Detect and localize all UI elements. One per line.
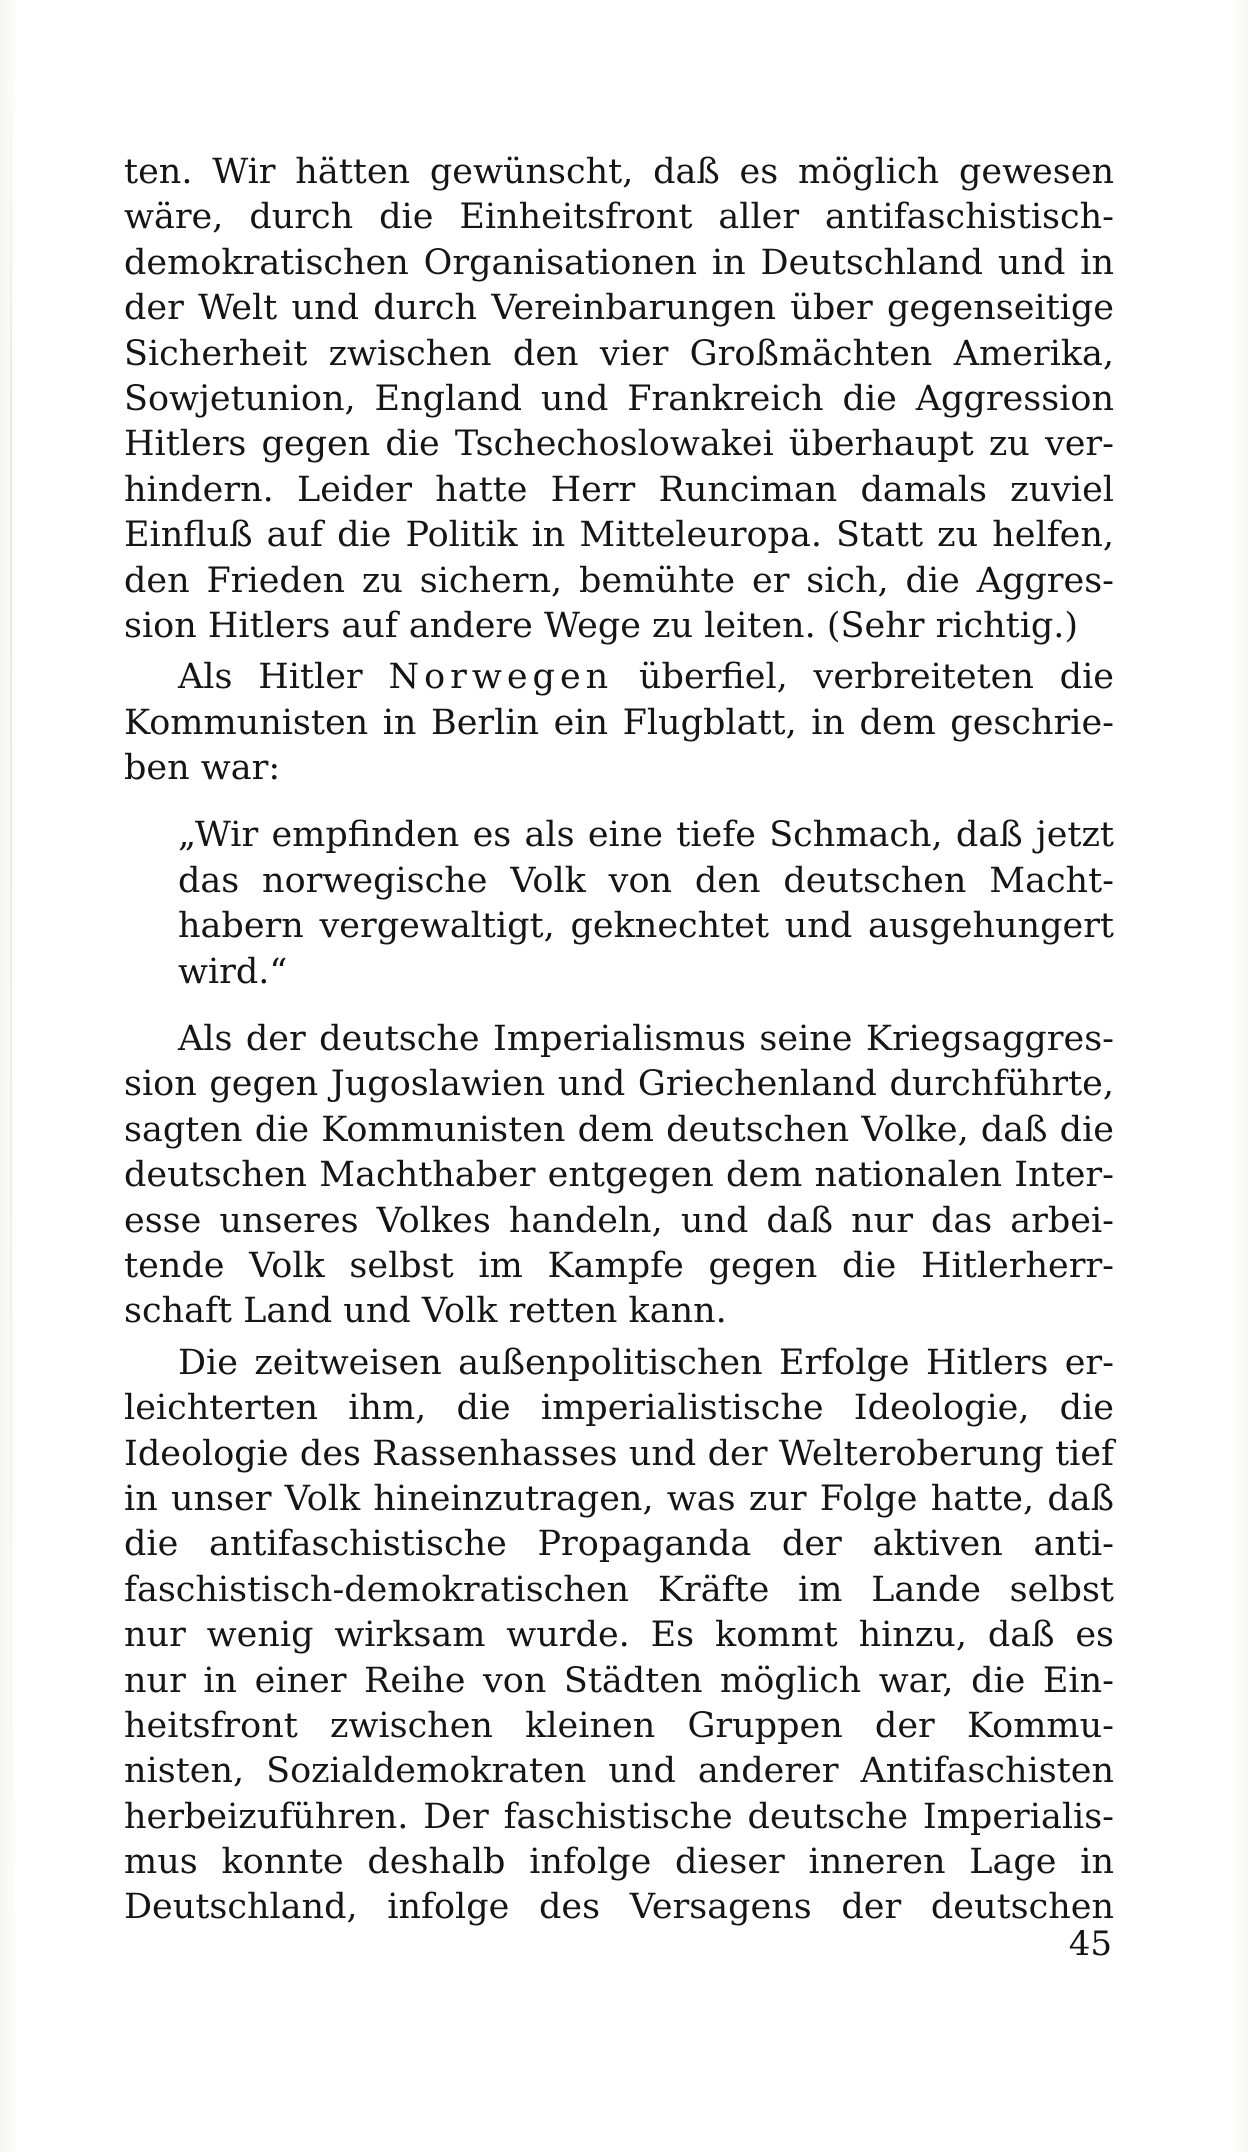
text-line: schaft Land und Volk retten kann. (124, 1291, 727, 1332)
text-line: Sowjetunion, England und Frankreich die Aggression (124, 378, 1114, 419)
text-line: den Frieden zu sichern, bemühte er sich, die Aggres- (124, 560, 1114, 601)
text-line: Kommunisten in Berlin ein Flugblatt, in dem geschrie- (124, 702, 1114, 743)
text-line: tende Volk selbst im Kampfe gegen die Hitlerherr- (124, 1245, 1114, 1286)
text-line: sion gegen Jugoslawien und Griechenland durchführte, (124, 1064, 1114, 1105)
text-line: der Welt und durch Vereinbarungen über gegenseitige (124, 288, 1114, 329)
body-text (124, 150, 1114, 1931)
quote-line: „Wir empfinden es als eine tiefe Schmach, daß jetzt (178, 815, 1114, 856)
block-quote (124, 813, 1114, 995)
text-line: mus konnte deshalb infolge dieser inneren Lage in (124, 1842, 1114, 1883)
text-line: nisten, Sozialdemokraten und anderer Antifaschisten (124, 1751, 1114, 1792)
text-line: deutschen Machthaber entgegen dem nationalen Inter- (124, 1155, 1114, 1196)
text-line: ten. Wir hätten gewünscht, daß es möglich gewesen (124, 152, 1114, 192)
page-edge-shadow (10, 60, 12, 1960)
paragraph-3 (124, 1017, 1114, 1335)
text-line: ben war: (124, 748, 281, 789)
paragraph-4 (124, 1341, 1114, 1931)
text-line: faschistisch-demokratischen Kräfte im Lande selbst (124, 1569, 1114, 1610)
text-line: sion Hitlers auf andere Wege zu leiten. (Sehr richtig.) (124, 605, 1079, 646)
text-line (124, 655, 1114, 700)
text-segment: Als Hitler (178, 657, 363, 698)
text-segment: überfiel, verbreiteten die (639, 657, 1114, 698)
quote-gap (124, 995, 1114, 1017)
quote-line: wird.“ (178, 951, 288, 992)
text-line: Ideologie des Rassenhasses und der Welteroberung tief (124, 1433, 1114, 1474)
text-line: in unser Volk hineinzutragen, was zur Folge hatte, daß (124, 1478, 1114, 1519)
text-line: leichterten ihm, die imperialistische Ideologie, die (124, 1388, 1114, 1429)
text-line: esse unseres Volkes handeln, und daß nur das arbei- (124, 1200, 1114, 1241)
text-line: Die zeitweisen außenpolitischen Erfolge Hitlers er- (178, 1342, 1114, 1383)
quote-line: habern vergewaltigt, geknechtet und ausgehungert (178, 906, 1114, 947)
text-line: Einfluß auf die Politik in Mitteleuropa. Statt zu helfen, (124, 515, 1114, 556)
text-line: demokratischen Organisationen in Deutschland und in (124, 242, 1114, 283)
text-line: Sicherheit zwischen den vier Großmächten Amerika, (124, 333, 1114, 374)
paragraph-2 (124, 655, 1114, 791)
text-line: nur wenig wirksam wurde. Es kommt hinzu, daß es (124, 1615, 1114, 1656)
text-line: herbeizuführen. Der faschistische deutsche Imperialis- (124, 1796, 1114, 1837)
quote-gap (124, 791, 1114, 813)
text-line: hindern. Leider hatte Herr Runciman damals zuviel (124, 469, 1114, 510)
text-line: die antifaschistische Propaganda der aktiven anti- (124, 1524, 1114, 1565)
text-line: Deutschland, infolge des Versagens der deutschen (124, 1887, 1114, 1928)
quote-line: das norwegische Volk von den deutschen Macht- (178, 860, 1114, 901)
text-line: Als der deutsche Imperialismus seine Kriegsaggres- (178, 1019, 1114, 1060)
text-line: wäre, durch die Einheitsfront aller antifaschistisch- (124, 197, 1114, 238)
emphasized-word: Norwegen (388, 657, 614, 698)
text-line: sagten die Kommunisten dem deutschen Volke, daß die (124, 1109, 1114, 1150)
paragraph-1 (124, 150, 1114, 649)
text-line: heitsfront zwischen kleinen Gruppen der Kommu- (124, 1705, 1114, 1746)
page-number: 45 (1068, 1924, 1112, 1964)
text-line: Hitlers gegen die Tschechoslowakei überhaupt zu ver- (124, 424, 1114, 465)
text-line: nur in einer Reihe von Städten möglich war, die Ein- (124, 1660, 1114, 1701)
